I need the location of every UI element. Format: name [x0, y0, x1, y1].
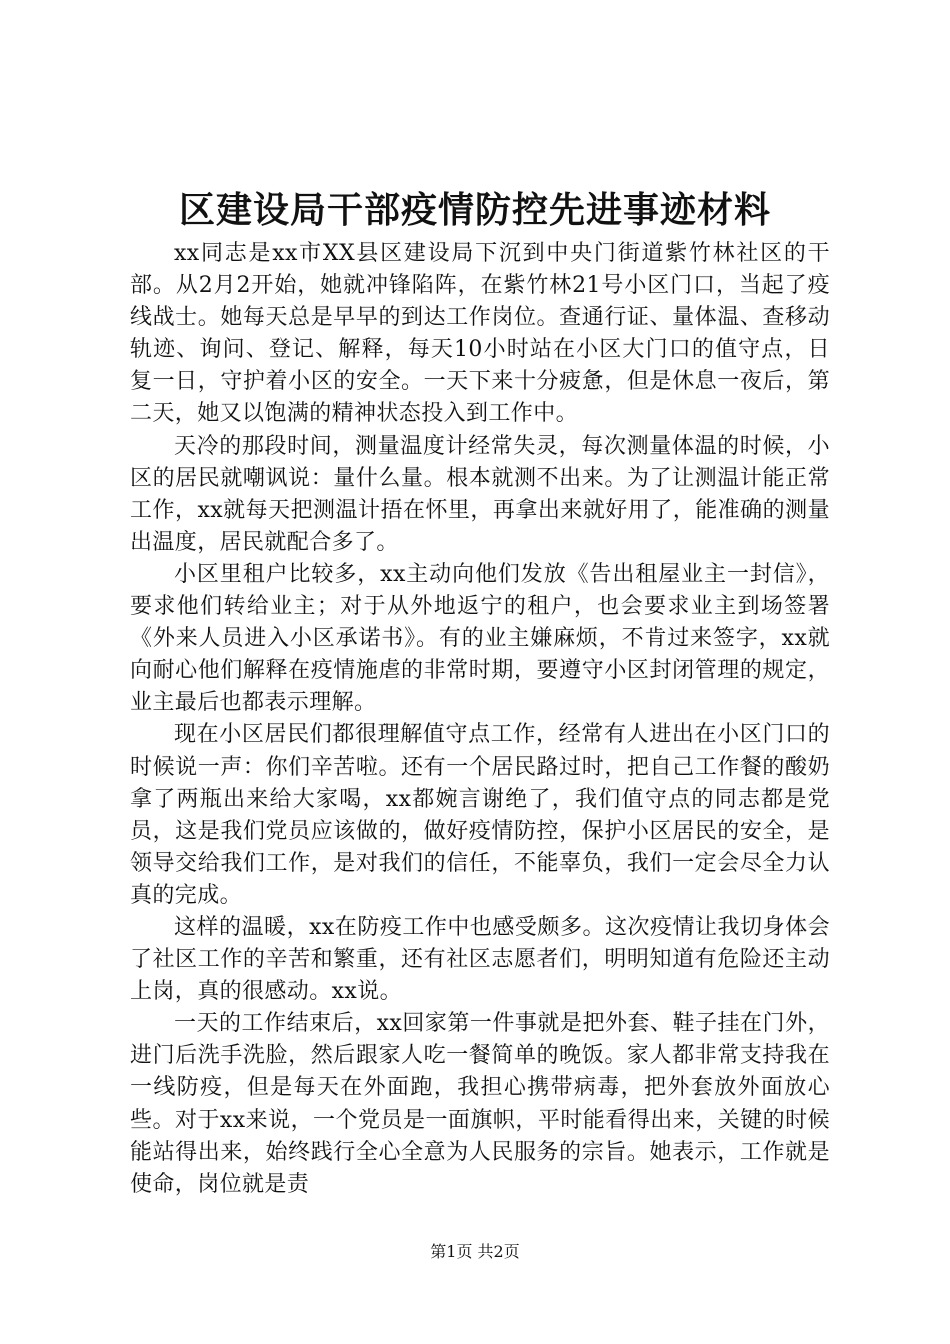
document-body: [130, 238, 830, 1201]
paragraph-1: xx同志是xx市XX县区建设局下沉到中央门街道紫竹林社区的干部。从2月2开始，她就冲锋陷阵，在紫竹林21号小区门口，当起了疫线战士。她每天总是早早的到达工作岗位。查通行证、量体温、查移动轨迹、询问、登记、解释，每天10小时站在小区大门口的值守点，日复一日，守护着小区的安全。一天下来十分疲惫，但是休息一夜后，第二天，她又以饱满的精神状态投入到工作中。: [130, 241, 830, 427]
paragraph-3: 小区里租户比较多，xx主动向他们发放《告出租屋业主一封信》，要求他们转给业主；对于从外地返宁的租户，也会要求业主到场签署《外来人员进入小区承诺书》。有的业主嫌麻烦，不肯过来签字，xx就向耐心他们解释在疫情施虐的非常时期，要遵守小区封闭管理的规定，业主最后也都表示理解。: [130, 561, 830, 716]
paragraph-4: 现在小区居民们都很理解值守点工作，经常有人进出在小区门口的时候说一声：你们辛苦啦。还有一个居民路过时，把自己工作餐的酸奶拿了两瓶出来给大家喝，xx都婉言谢绝了，我们值守点的同志都是党员，这是我们党员应该做的，做好疫情防控，保护小区居民的安全，是领导交给我们工作，是对我们的信任，不能辜负，我们一定会尽全力认真的完成。: [130, 722, 830, 908]
paragraph-6: 一天的工作结束后，xx回家第一件事就是把外套、鞋子挂在门外，进门后洗手洗脸，然后跟家人吃一餐简单的晚饭。家人都非常支持我在一线防疫，但是每天在外面跑，我担心携带病毒，把外套放外面放心些。对于xx来说，一个党员是一面旗帜，平时能看得出来，关键的时候能站得出来，始终践行全心全意为人民服务的宗旨。她表示，工作就是使命，岗位就是责: [130, 1011, 830, 1197]
paragraph-2: 天冷的那段时间，测量温度计经常失灵，每次测量体温的时候，小区的居民就嘲讽说：量什么量。根本就测不出来。为了让测温计能正常工作，xx就每天把测温计捂在怀里，再拿出来就好用了，能准确的测量出温度，居民就配合多了。: [130, 433, 830, 555]
document-title: 区建设局干部疫情防控先进事迹材料: [178, 189, 771, 231]
page-number-footer: 第1页 共2页: [430, 1242, 520, 1261]
paragraph-5: 这样的温暖，xx在防疫工作中也感受颇多。这次疫情让我切身体会了社区工作的辛苦和繁重，还有社区志愿者们，明明知道有危险还主动上岗，真的很感动。xx说。: [130, 914, 830, 1005]
